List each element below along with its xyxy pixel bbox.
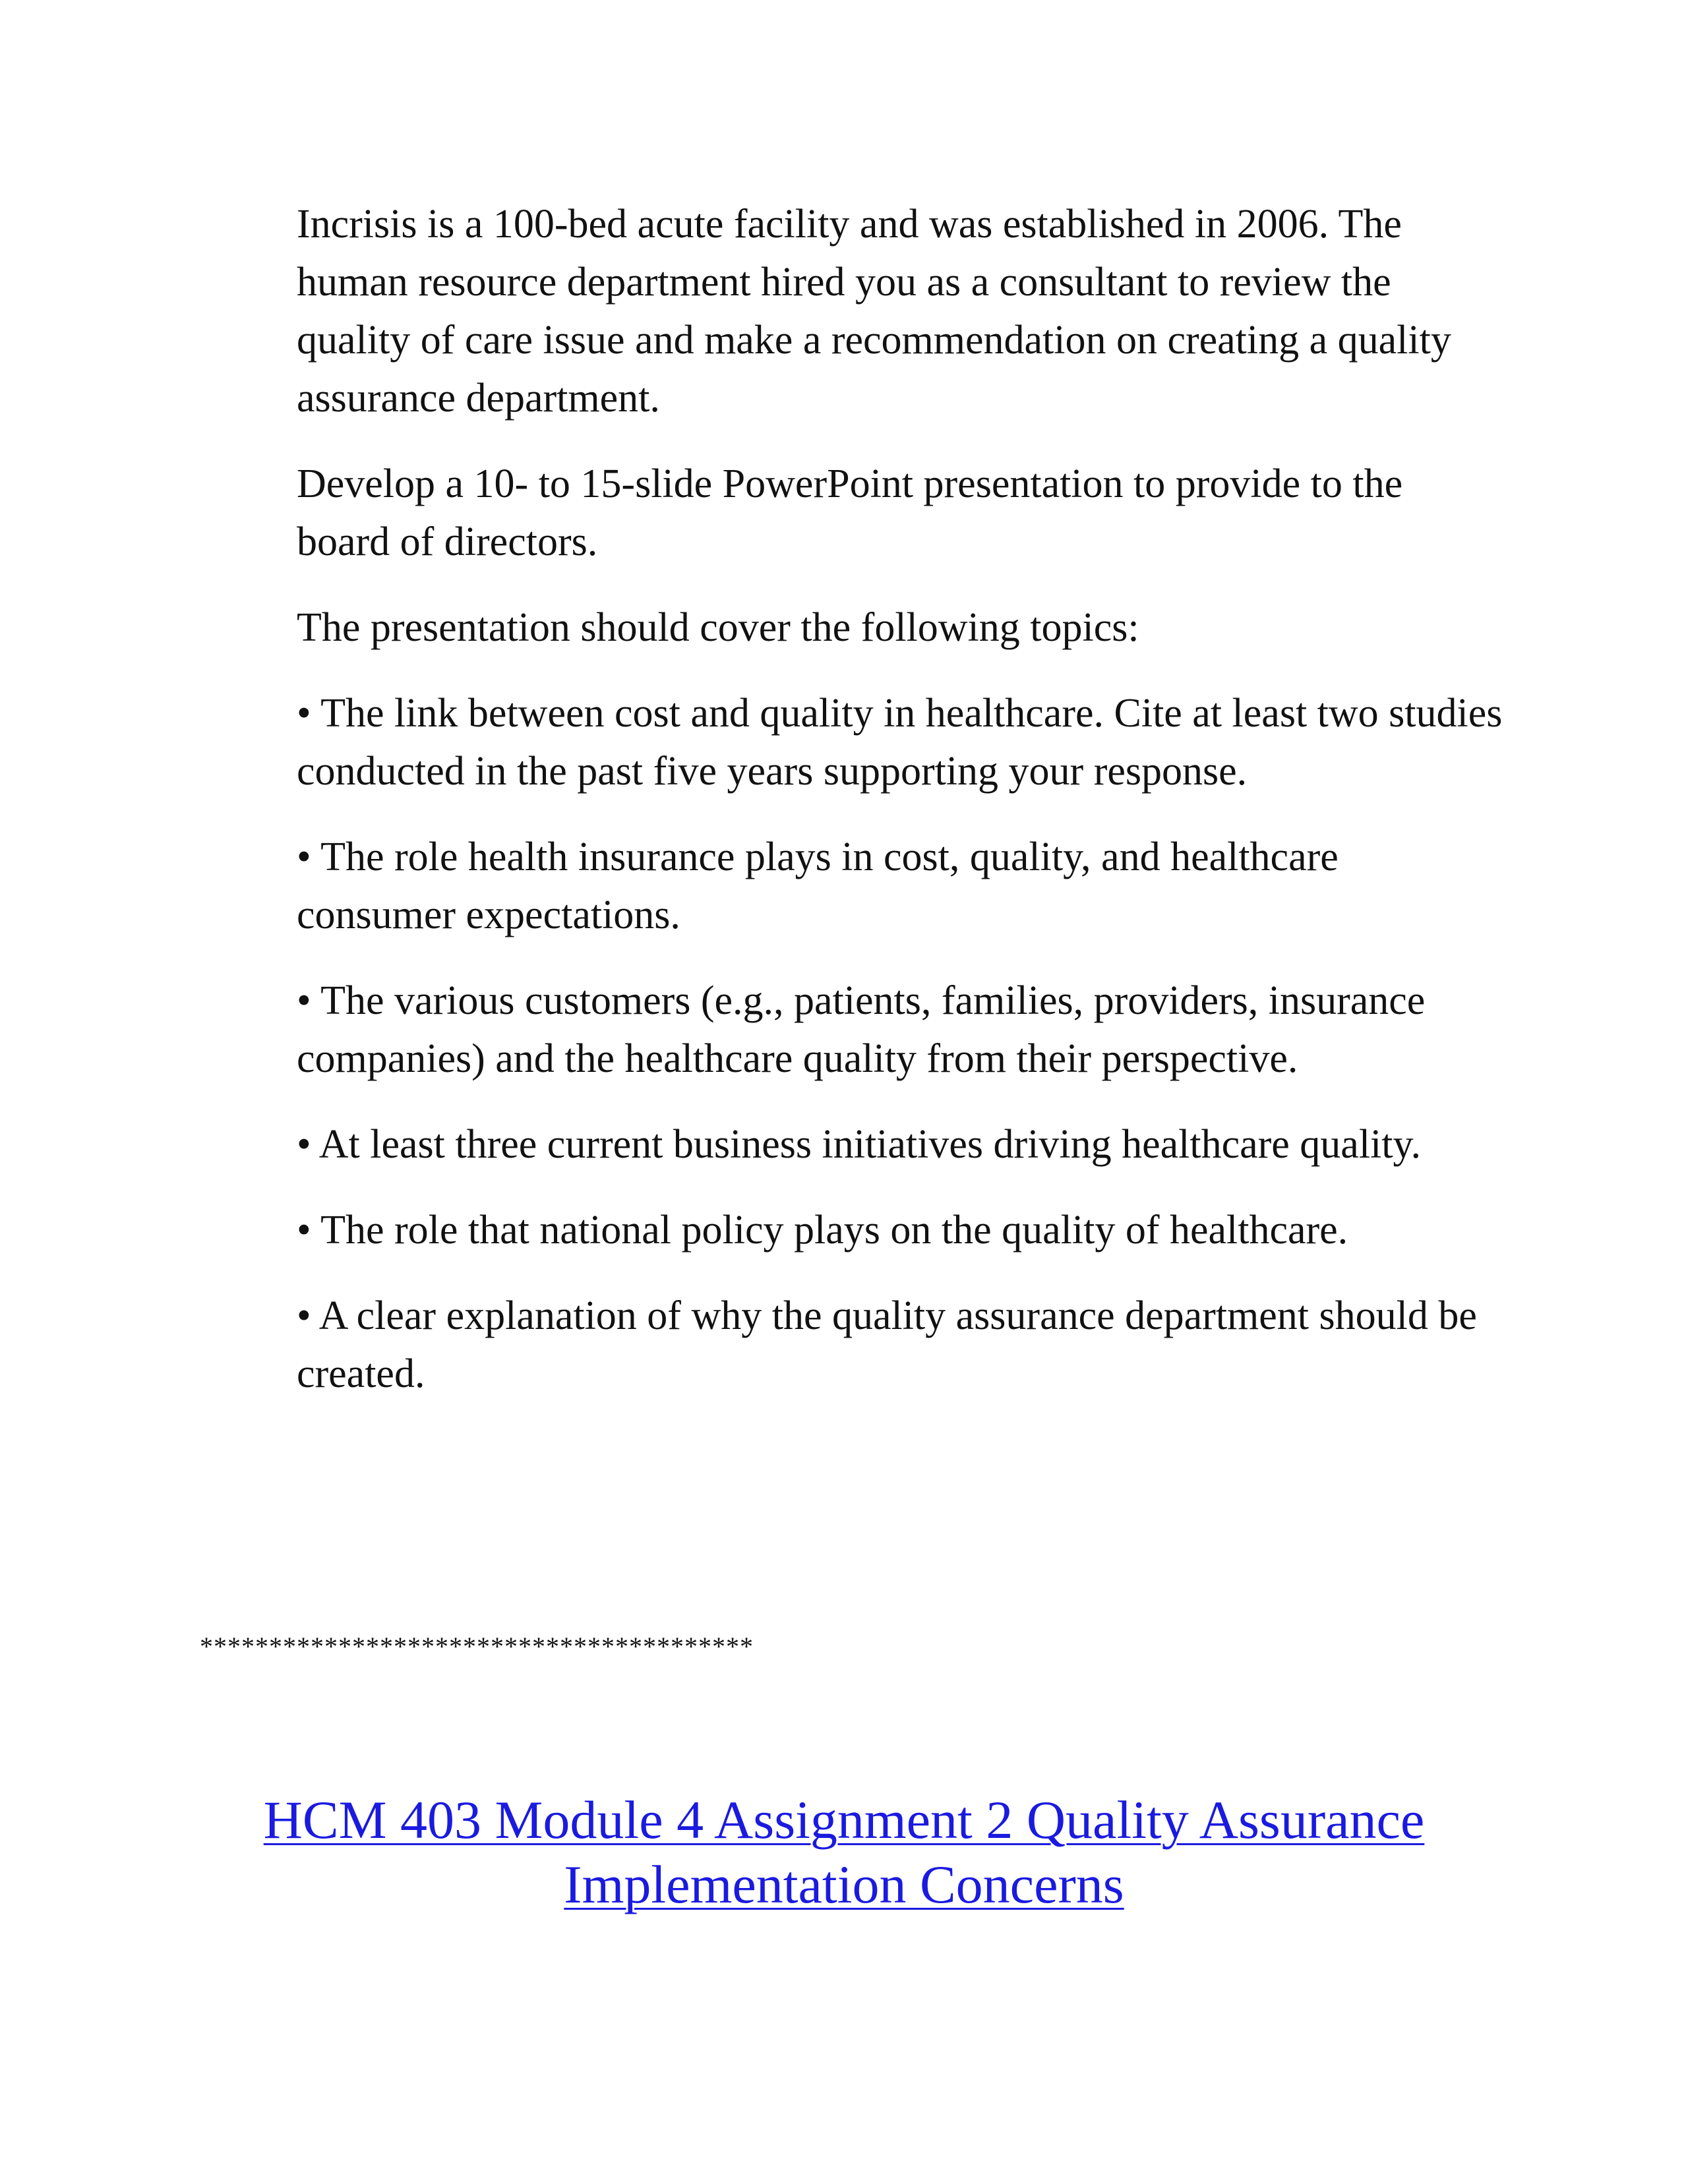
body-text (297, 195, 1503, 1431)
topic-item-customers: • The various customers (e.g., patients, families, providers, insurance companies) and the healthcare quality from their perspective. (297, 978, 1426, 1081)
topic-item-health-insurance: • The role health insurance plays in cost, quality, and healthcare consumer expectations. (297, 835, 1339, 937)
topic-item-business-initiatives: • At least three current business initiatives driving healthcare quality. (297, 1122, 1421, 1167)
assignment-title-link[interactable]: HCM 403 Module 4 Assignment 2 Quality Assurance Implementation Concerns (263, 1790, 1425, 1914)
topic-item-qa-department: • A clear explanation of why the quality assurance department should be created. (297, 1293, 1477, 1396)
asterisk-separator: **************************************** (200, 1632, 754, 1661)
intro-paragraph: Incrisis is a 100-bed acute facility and was established in 2006. The human resource department hired you as a consultant to review the quality of care issue and make a recommendation on creating a quality assurance department. (297, 202, 1451, 421)
topic-item-cost-quality: • The link between cost and quality in healthcare. Cite at least two studies conducted in the past five years supporting your response. (297, 691, 1503, 794)
topic-item-national-policy: • The role that national policy plays on the quality of healthcare. (297, 1208, 1348, 1253)
instruction-paragraph: Develop a 10- to 15-slide PowerPoint presentation to provide to the board of directors. (297, 461, 1403, 564)
topics-lead-in: The presentation should cover the following topics: (297, 605, 1139, 650)
